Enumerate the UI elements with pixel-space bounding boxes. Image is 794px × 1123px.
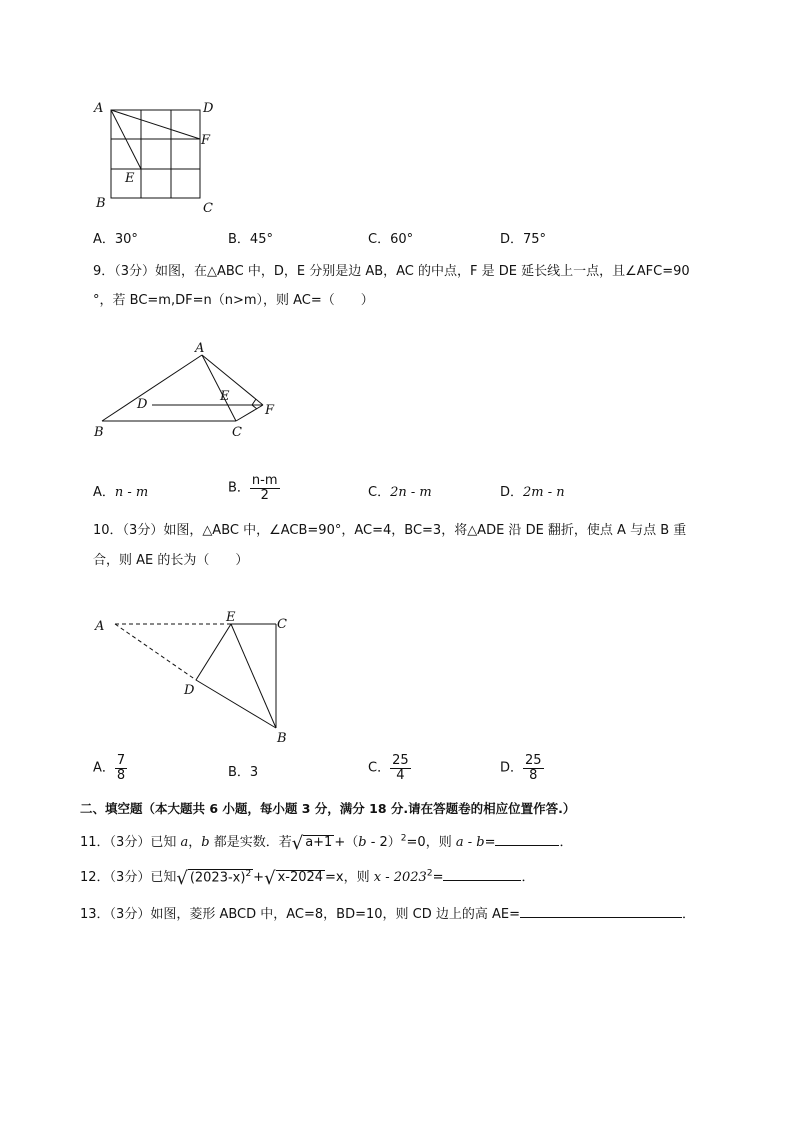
label-E: E: [226, 610, 236, 625]
q12-text: =x，则: [325, 870, 374, 885]
option-d-fraction: [523, 754, 544, 782]
q10-option-c[interactable]: [368, 754, 411, 782]
label-C: C: [203, 201, 213, 215]
q11-text: - 2）: [366, 835, 401, 850]
segment-AC: [202, 355, 236, 421]
frac-denominator: 4: [396, 767, 405, 783]
q11-text: 都是实数．若: [209, 835, 292, 850]
q8-grid-figure: [90, 95, 220, 215]
frac-denominator: 8: [529, 767, 538, 783]
frac-numerator: 25: [525, 753, 542, 768]
q8-option-d[interactable]: D．75°: [500, 232, 547, 247]
q11-var-b2: b: [358, 835, 367, 850]
q9-stem-line2: °，若 BC=m,DF=n（n>m），则 AC=（ ）: [93, 293, 374, 308]
option-a-prefix: A．: [93, 760, 115, 776]
option-a-prefix: A．: [93, 485, 115, 500]
q12-radicand-2: x-2024: [277, 870, 324, 885]
q12-tail: ．: [521, 870, 535, 885]
label-A: A: [94, 101, 104, 116]
q8-option-a[interactable]: A．30°: [93, 232, 138, 247]
q9-option-d[interactable]: [500, 481, 565, 500]
q10-option-d[interactable]: [500, 754, 544, 782]
option-c-prefix: C．: [368, 485, 391, 500]
q13-answer-blank[interactable]: [520, 903, 682, 918]
q11-var-b: b: [201, 835, 210, 850]
q13-text: 13．（3分）如图，菱形 ABCD 中，AC=8，BD=10，则 CD 边上的高 AE=: [80, 907, 521, 922]
option-d-prefix: D．: [500, 760, 524, 776]
option-b-prefix: B．: [228, 480, 250, 496]
q12-prefix: 12．（3分）已知: [80, 870, 177, 885]
label-A: A: [95, 619, 105, 634]
q9-option-a[interactable]: [93, 481, 148, 500]
segment-ED: [196, 624, 231, 680]
frac-denominator: 2: [260, 487, 269, 503]
q9-option-b[interactable]: [228, 474, 280, 502]
frac-denominator: 8: [116, 767, 126, 783]
segment-EB: [231, 624, 276, 728]
segment-AD-dashed: [115, 624, 196, 680]
q11-expr: a - b: [455, 835, 485, 850]
q11-text: ，: [188, 835, 202, 850]
q10-stem-line2: 合，则 AE 的长为（ ）: [93, 553, 249, 568]
frac-numerator: 25: [392, 753, 409, 768]
q12-expr: x - 2023: [373, 870, 427, 885]
label-C: C: [232, 425, 242, 440]
q12: [80, 866, 534, 888]
q11-text: +（: [334, 835, 359, 850]
option-a-fraction: [115, 754, 127, 782]
option-d-prefix: D．: [500, 485, 524, 500]
q11-equals: =: [484, 835, 496, 850]
q9-option-c[interactable]: [368, 481, 432, 500]
option-b-fraction: [250, 474, 280, 502]
q11: [80, 831, 572, 853]
label-A: A: [195, 342, 205, 356]
option-c-expr: 2n - m: [390, 485, 432, 500]
sqrt-icon: √: [291, 833, 304, 854]
q9-stem-line1: 9．（3分）如图，在△ABC 中，D，E 分别是边 AB，AC 的中点，F 是 DE 延长线上一点，且∠AFC=90: [93, 264, 690, 279]
frac-numerator: 7: [116, 753, 126, 768]
q10-fold-figure: [90, 610, 300, 750]
q8-option-b[interactable]: B．45°: [228, 232, 273, 247]
q12-answer-blank[interactable]: [443, 866, 521, 881]
q13: [80, 903, 695, 922]
q11-radicand: a+1: [305, 835, 333, 850]
segment-CF: [236, 405, 263, 421]
label-F: F: [265, 403, 275, 418]
q12-rad1-text: (2023-x): [189, 870, 246, 885]
option-c-prefix: C．: [368, 760, 391, 776]
q8-option-c[interactable]: C．60°: [368, 232, 414, 247]
option-a-expr: n - m: [114, 485, 149, 500]
label-D: D: [203, 101, 214, 116]
label-C: C: [277, 617, 287, 632]
label-E: E: [220, 389, 230, 404]
q12-rad1-exp: 2: [245, 868, 252, 879]
segment-DB: [196, 680, 276, 728]
option-d-expr: 2m - n: [523, 485, 565, 500]
q11-text: =0，则: [406, 835, 456, 850]
label-B: B: [96, 196, 106, 211]
label-F: F: [201, 133, 211, 148]
q11-prefix: 11．（3分）已知: [80, 835, 181, 850]
q11-exponent: 2: [400, 833, 407, 844]
option-c-fraction: [390, 754, 411, 782]
q12-plus: +: [253, 870, 265, 885]
label-B: B: [94, 425, 104, 440]
right-angle-mark: [252, 399, 257, 409]
q10-stem-line1: 10．（3分）如图，△ABC 中，∠ACB=90°，AC=4，BC=3，将△ADE 沿 DE 翻折，使点 A 与点 B 重: [93, 523, 687, 538]
section-2-heading: 二、填空题（本大题共 6 小题，每小题 3 分，满分 18 分.请在答题卷的相应位置作答.）: [80, 801, 576, 816]
segment-AF: [202, 355, 263, 405]
label-B: B: [277, 731, 287, 746]
sqrt-icon: √: [176, 868, 188, 889]
q12-equals: =: [432, 870, 444, 885]
q11-tail: ．: [559, 835, 573, 850]
label-D: D: [184, 683, 195, 698]
label-D: D: [137, 397, 148, 412]
segment-AF: [111, 110, 200, 139]
q11-answer-blank[interactable]: [495, 831, 559, 846]
frac-numerator: n-m: [251, 473, 278, 488]
q10-option-a[interactable]: [93, 754, 127, 782]
sqrt-icon: √: [264, 868, 276, 889]
q10-option-b[interactable]: B．3: [228, 765, 259, 780]
segment-AB: [102, 355, 202, 421]
q12-exponent: 2: [426, 868, 433, 879]
q12-radicand-1: [188, 869, 253, 886]
label-E: E: [125, 171, 135, 186]
q9-triangle-figure: [90, 342, 290, 467]
q11-var-a: a: [180, 835, 189, 850]
q13-tail: ．: [682, 907, 696, 922]
